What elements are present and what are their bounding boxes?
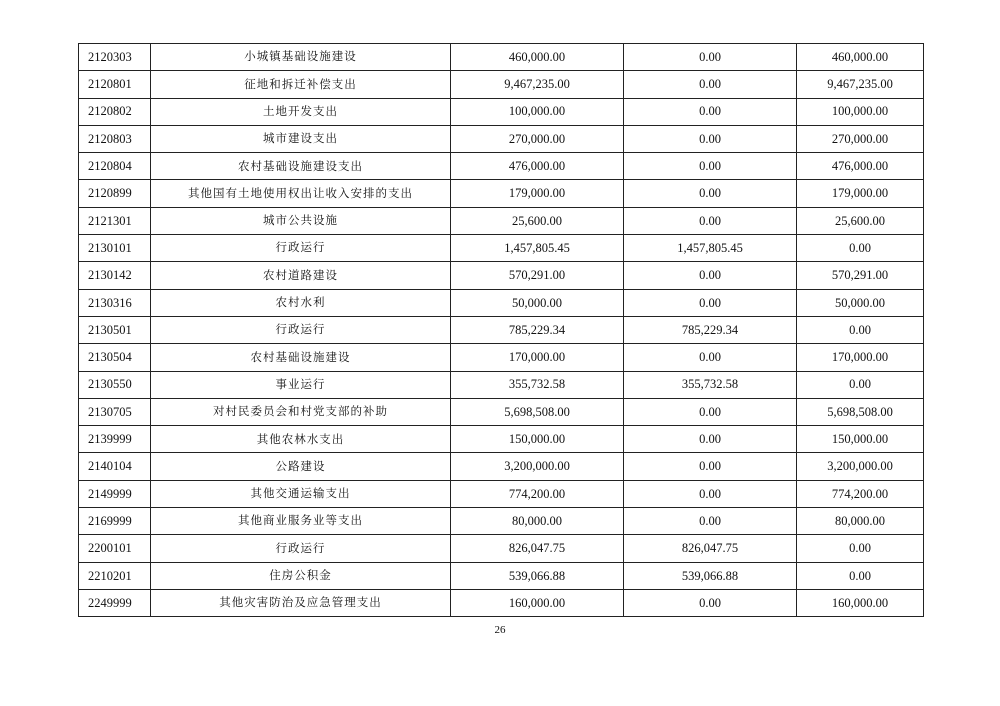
cell-function-name: 其他灾害防治及应急管理支出: [151, 589, 451, 616]
cell-project-expenditure: 80,000.00: [797, 508, 924, 535]
cell-function-code: 2130504: [79, 344, 151, 371]
table-row: [79, 44, 924, 71]
budget-expenditure-table: [78, 43, 924, 617]
cell-function-code: 2120801: [79, 71, 151, 98]
cell-basic-expenditure: 0.00: [624, 398, 797, 425]
cell-total-amount: 270,000.00: [451, 125, 624, 152]
cell-function-name: 城市公共设施: [151, 207, 451, 234]
cell-basic-expenditure: 0.00: [624, 71, 797, 98]
cell-project-expenditure: 0.00: [797, 235, 924, 262]
table-row: [79, 562, 924, 589]
cell-basic-expenditure: 355,732.58: [624, 371, 797, 398]
cell-function-code: 2130142: [79, 262, 151, 289]
cell-project-expenditure: 9,467,235.00: [797, 71, 924, 98]
cell-total-amount: 774,200.00: [451, 480, 624, 507]
cell-function-code: 2120804: [79, 153, 151, 180]
cell-function-name: 其他国有土地使用权出让收入安排的支出: [151, 180, 451, 207]
table-body: [79, 44, 924, 617]
cell-project-expenditure: 150,000.00: [797, 426, 924, 453]
page-number: 26: [494, 624, 506, 636]
table-row: [79, 426, 924, 453]
cell-basic-expenditure: 0.00: [624, 480, 797, 507]
cell-total-amount: 355,732.58: [451, 371, 624, 398]
cell-function-code: 2149999: [79, 480, 151, 507]
cell-project-expenditure: 160,000.00: [797, 589, 924, 616]
cell-total-amount: 170,000.00: [451, 344, 624, 371]
cell-function-name: 农村基础设施建设支出: [151, 153, 451, 180]
cell-project-expenditure: 774,200.00: [797, 480, 924, 507]
cell-project-expenditure: 460,000.00: [797, 44, 924, 71]
cell-project-expenditure: 0.00: [797, 316, 924, 343]
cell-basic-expenditure: 826,047.75: [624, 535, 797, 562]
cell-basic-expenditure: 0.00: [624, 153, 797, 180]
cell-basic-expenditure: 785,229.34: [624, 316, 797, 343]
cell-basic-expenditure: 0.00: [624, 589, 797, 616]
cell-total-amount: 100,000.00: [451, 98, 624, 125]
cell-function-code: 2130101: [79, 235, 151, 262]
cell-function-name: 其他农林水支出: [151, 426, 451, 453]
cell-project-expenditure: 50,000.00: [797, 289, 924, 316]
cell-project-expenditure: 179,000.00: [797, 180, 924, 207]
cell-function-name: 行政运行: [151, 316, 451, 343]
table-row: [79, 508, 924, 535]
cell-function-name: 土地开发支出: [151, 98, 451, 125]
cell-function-name: 事业运行: [151, 371, 451, 398]
cell-project-expenditure: 5,698,508.00: [797, 398, 924, 425]
cell-basic-expenditure: 0.00: [624, 44, 797, 71]
cell-function-name: 行政运行: [151, 535, 451, 562]
cell-project-expenditure: 25,600.00: [797, 207, 924, 234]
cell-total-amount: 570,291.00: [451, 262, 624, 289]
table-row: [79, 235, 924, 262]
table-row: [79, 480, 924, 507]
cell-total-amount: 50,000.00: [451, 289, 624, 316]
cell-total-amount: 476,000.00: [451, 153, 624, 180]
cell-function-code: 2121301: [79, 207, 151, 234]
cell-total-amount: 785,229.34: [451, 316, 624, 343]
cell-function-name: 其他交通运输支出: [151, 480, 451, 507]
cell-basic-expenditure: 0.00: [624, 180, 797, 207]
cell-function-name: 对村民委员会和村党支部的补助: [151, 398, 451, 425]
cell-project-expenditure: 0.00: [797, 535, 924, 562]
cell-function-name: 其他商业服务业等支出: [151, 508, 451, 535]
table-row: [79, 344, 924, 371]
cell-total-amount: 826,047.75: [451, 535, 624, 562]
table-row: [79, 125, 924, 152]
cell-total-amount: 539,066.88: [451, 562, 624, 589]
cell-function-code: 2249999: [79, 589, 151, 616]
cell-function-code: 2210201: [79, 562, 151, 589]
cell-function-code: 2120803: [79, 125, 151, 152]
cell-total-amount: 150,000.00: [451, 426, 624, 453]
cell-basic-expenditure: 1,457,805.45: [624, 235, 797, 262]
table-row: [79, 316, 924, 343]
cell-basic-expenditure: 0.00: [624, 426, 797, 453]
cell-function-code: 2120899: [79, 180, 151, 207]
cell-total-amount: 160,000.00: [451, 589, 624, 616]
cell-project-expenditure: 170,000.00: [797, 344, 924, 371]
cell-basic-expenditure: 539,066.88: [624, 562, 797, 589]
cell-function-name: 住房公积金: [151, 562, 451, 589]
cell-function-code: 2140104: [79, 453, 151, 480]
table-row: [79, 371, 924, 398]
cell-total-amount: 1,457,805.45: [451, 235, 624, 262]
cell-total-amount: 460,000.00: [451, 44, 624, 71]
cell-function-code: 2120303: [79, 44, 151, 71]
cell-function-code: 2130550: [79, 371, 151, 398]
table-row: [79, 589, 924, 616]
cell-function-name: 农村水利: [151, 289, 451, 316]
cell-function-name: 小城镇基础设施建设: [151, 44, 451, 71]
cell-function-code: 2130501: [79, 316, 151, 343]
cell-project-expenditure: 0.00: [797, 371, 924, 398]
cell-function-name: 农村道路建设: [151, 262, 451, 289]
cell-project-expenditure: 270,000.00: [797, 125, 924, 152]
cell-basic-expenditure: 0.00: [624, 453, 797, 480]
table-row: [79, 453, 924, 480]
cell-project-expenditure: 3,200,000.00: [797, 453, 924, 480]
cell-total-amount: 179,000.00: [451, 180, 624, 207]
table-row: [79, 289, 924, 316]
cell-project-expenditure: 476,000.00: [797, 153, 924, 180]
cell-project-expenditure: 570,291.00: [797, 262, 924, 289]
cell-function-name: 征地和拆迁补偿支出: [151, 71, 451, 98]
cell-function-name: 行政运行: [151, 235, 451, 262]
cell-basic-expenditure: 0.00: [624, 207, 797, 234]
cell-total-amount: 80,000.00: [451, 508, 624, 535]
cell-total-amount: 3,200,000.00: [451, 453, 624, 480]
table-row: [79, 535, 924, 562]
table-row: [79, 262, 924, 289]
cell-function-code: 2120802: [79, 98, 151, 125]
cell-function-code: 2130705: [79, 398, 151, 425]
cell-total-amount: 5,698,508.00: [451, 398, 624, 425]
cell-function-name: 公路建设: [151, 453, 451, 480]
cell-total-amount: 25,600.00: [451, 207, 624, 234]
cell-function-code: 2169999: [79, 508, 151, 535]
table-row: [79, 180, 924, 207]
cell-function-name: 城市建设支出: [151, 125, 451, 152]
cell-project-expenditure: 0.00: [797, 562, 924, 589]
cell-function-code: 2130316: [79, 289, 151, 316]
cell-basic-expenditure: 0.00: [624, 98, 797, 125]
table-row: [79, 398, 924, 425]
cell-project-expenditure: 100,000.00: [797, 98, 924, 125]
cell-basic-expenditure: 0.00: [624, 125, 797, 152]
table-row: [79, 207, 924, 234]
cell-function-name: 农村基础设施建设: [151, 344, 451, 371]
cell-basic-expenditure: 0.00: [624, 344, 797, 371]
cell-total-amount: 9,467,235.00: [451, 71, 624, 98]
table-row: [79, 153, 924, 180]
table-row: [79, 71, 924, 98]
cell-function-code: 2200101: [79, 535, 151, 562]
cell-basic-expenditure: 0.00: [624, 262, 797, 289]
cell-basic-expenditure: 0.00: [624, 289, 797, 316]
table-row: [79, 98, 924, 125]
cell-basic-expenditure: 0.00: [624, 508, 797, 535]
cell-function-code: 2139999: [79, 426, 151, 453]
